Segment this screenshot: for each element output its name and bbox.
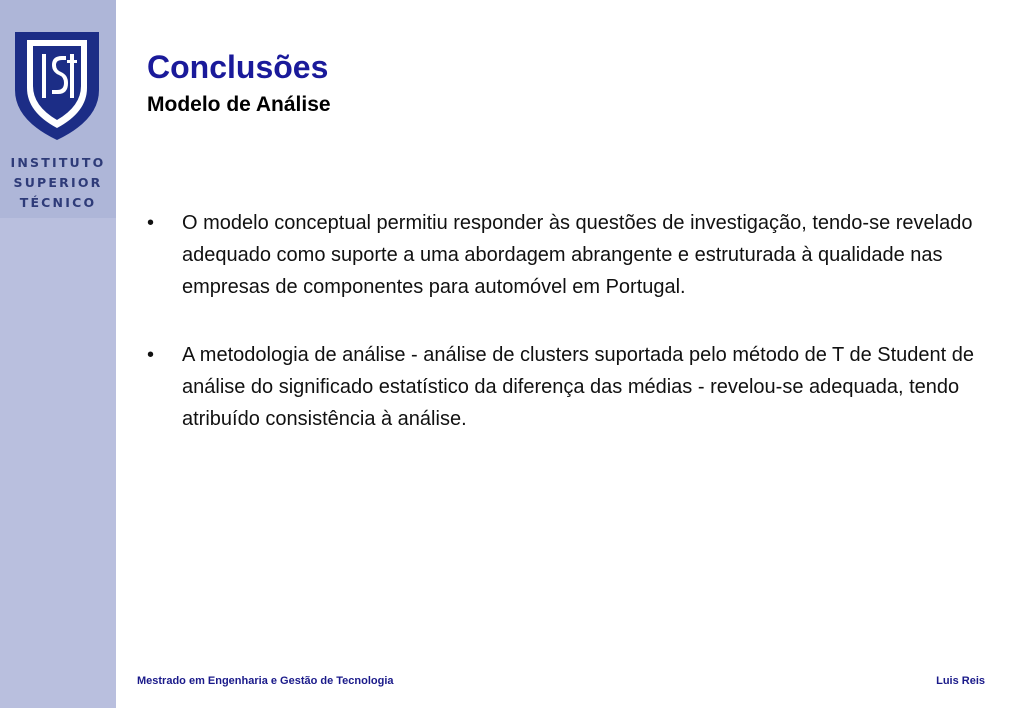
logo-line-1: INSTITUTO <box>10 155 106 170</box>
bullet-text: A metodologia de análise - análise de clusters suportada pelo método de T de Student de análise do significado estatístico da diferença das médias - revelou-se adequada, tendo atribuído consistência à análise. <box>182 344 975 430</box>
slide-subtitle: Modelo de Análise <box>147 93 331 116</box>
logo-line-3: TÉCNICO <box>19 195 97 210</box>
sidebar <box>0 0 116 708</box>
bullet-item <box>147 339 985 435</box>
shield-icon <box>13 30 101 142</box>
footer-author: Luis Reis <box>936 675 985 687</box>
slide-title: Conclusões <box>147 49 329 85</box>
logo-line-2: SUPERIOR <box>13 175 103 190</box>
bullet-symbol: • <box>147 344 155 366</box>
bullet-symbol: • <box>147 212 155 234</box>
bullet-list <box>147 207 985 471</box>
bullet-item <box>147 207 985 303</box>
bullet-text: O modelo conceptual permitiu responder às questões de investigação, tendo-se revelado adequado como suporte a uma abordagem abrangente e estruturada à qualidade nas empresas de componentes para automóvel em Portugal. <box>182 212 973 298</box>
ist-logo <box>0 0 116 218</box>
footer-program: Mestrado em Engenharia e Gestão de Tecnologia <box>137 675 394 687</box>
